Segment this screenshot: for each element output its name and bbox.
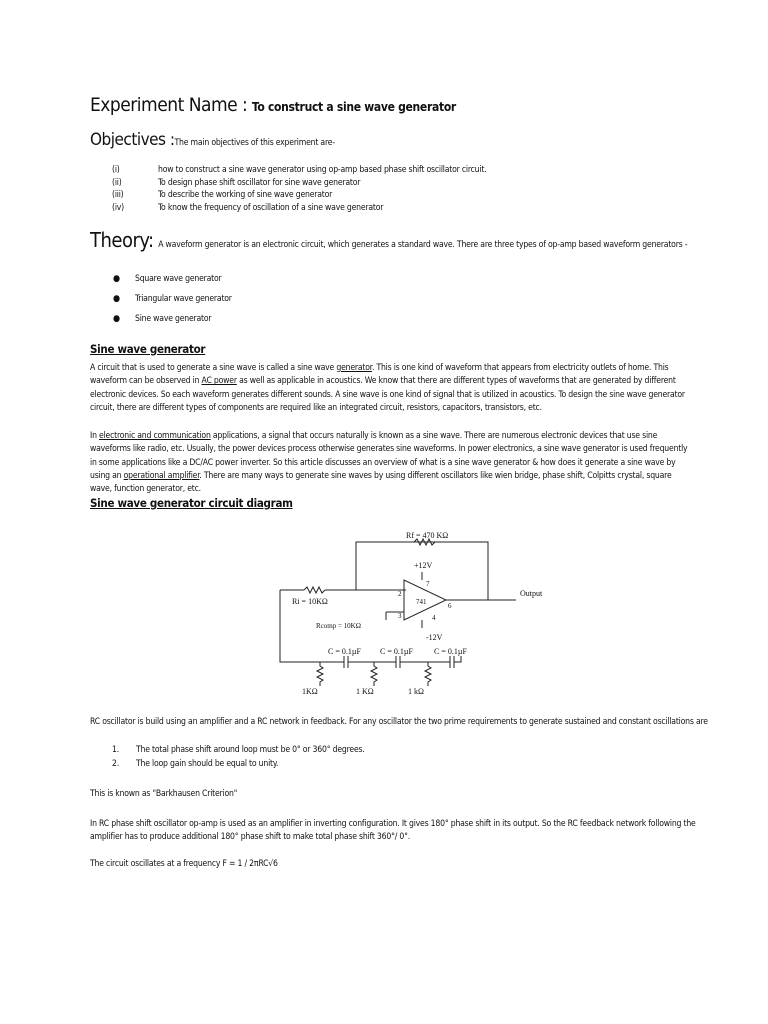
- ri-label: Ri = 10KΩ: [292, 597, 328, 606]
- list-item: (iii) To describe the working of sine wave generator: [112, 190, 333, 200]
- barkhausen-text: This is known as "Barkhausen Criterion": [90, 789, 238, 799]
- rc-phase-paragraph: In RC phase shift oscillator op-amp is used as an amplifier in inverting configuration. It gives 180° phase shift in its output. So the RC feedback network following the amplifier has to produce additional 180° phase shift to make total phase shift 360°/ 0°.: [90, 819, 696, 843]
- frequency-formula: The circuit oscillates at a frequency F = 1 / 2πRC√6: [90, 859, 278, 869]
- experiment-label: Experiment Name :: [90, 94, 248, 116]
- vplus-label: +12V: [414, 561, 433, 570]
- sine-section-heading: Sine wave generator: [90, 342, 206, 356]
- list-item: ● Square wave generator: [113, 270, 232, 290]
- circuit-diagram: [286, 528, 543, 698]
- opamp-label: 741: [416, 598, 427, 606]
- objectives-intro: The main objectives of this experiment are-: [174, 138, 335, 148]
- bullet-icon: ●: [113, 314, 120, 325]
- r1-label: 1KΩ: [302, 687, 318, 696]
- cap1-label: C = 0.1µF: [328, 647, 361, 656]
- rcomp-label: Rcomp = 10KΩ: [316, 622, 361, 630]
- experiment-title: To construct a sine wave generator: [251, 100, 456, 114]
- vminus-label: -12V: [426, 633, 443, 642]
- rc-requirements-list: [112, 744, 365, 771]
- circuit-section-heading: Sine wave generator circuit diagram: [90, 496, 293, 510]
- electronic-communication-link[interactable]: electronic and communication: [99, 431, 211, 441]
- experiment-title-line: [90, 94, 456, 116]
- pin2-label: 2: [398, 590, 402, 598]
- objectives-list: [112, 164, 486, 214]
- bullet-icon: ●: [113, 294, 120, 305]
- list-item: (i) how to construct a sine wave generator using op-amp based phase shift oscillator circuit.: [112, 165, 487, 175]
- theory-intro: A waveform generator is an electronic circuit, which generates a standard wave. There are three types of op-amp based waveform generators -: [158, 240, 688, 250]
- rf-label: Rf = 470 KΩ: [406, 531, 449, 540]
- generator-link[interactable]: generator: [336, 363, 372, 373]
- pin3-label: 3: [398, 612, 402, 620]
- list-item: ● Sine wave generator: [113, 310, 232, 330]
- pin6-label: 6: [448, 602, 452, 610]
- sine-paragraph-1: A circuit that is used to generate a sine wave is called a sine wave generator. This is one kind of waveform that appears from electricity outlets of home. This waveform can be observed in AC power as well as applicable in acoustics. We know that there are different types of waveforms that are generated by different electronic devices. So each waveform generates different sounds. A sine wave is one kind of signal that is utilized in acoustics. To design the sine wave generator circuit, there are different types of components are required like an integrated circuit, resistors, capacitors, transistors, etc.: [90, 363, 685, 413]
- pin7-label: 7: [426, 580, 430, 588]
- rc-intro: RC oscillator is build using an amplifier and a RC network in feedback. For any oscillator the two prime requirements to generate sustained and constant oscillations are: [90, 717, 708, 727]
- list-item: (iv) To know the frequency of oscillation of a sine wave generator: [112, 202, 384, 213]
- cap3-label: C = 0.1µF: [434, 647, 467, 656]
- output-label: Output: [520, 589, 543, 598]
- ac-power-link[interactable]: AC power: [201, 376, 237, 387]
- r2-label: 1 KΩ: [356, 687, 374, 696]
- operational-amplifier-link[interactable]: operational amplifier: [123, 470, 200, 481]
- pin4-label: 4: [432, 614, 436, 622]
- objectives-label: Objectives :: [90, 130, 175, 150]
- list-item: 2. The loop gain should be equal to unity.: [112, 758, 279, 769]
- objectives-line: [90, 130, 335, 150]
- list-item: ● Triangular wave generator: [113, 290, 232, 310]
- theory-bullets: [113, 270, 232, 330]
- theory-label: Theory:: [90, 228, 154, 252]
- cap2-label: C = 0.1µF: [380, 647, 413, 656]
- r3-label: 1 kΩ: [408, 687, 424, 696]
- bullet-icon: ●: [113, 274, 120, 285]
- list-item: (ii) To design phase shift oscillator for sine wave generator: [112, 177, 361, 188]
- sine-paragraph-2: In electronic and communication applications, a signal that occurs naturally is known as a sine wave. There are numerous electronic devices that use sine waveforms like radio, etc. Usually, the power devices process otherwise generates sine waveforms. In power electronics, a sine wave generator is used frequently in some applications like a DC/AC power inverter. So this article discusses an overview of what is a sine wave generator & how does it generate a sine wave by using an operational amplifier. There are many ways to generate sine waves by using different oscillators like wien bridge, phase shift, Colpitts crystal, square wave, function generator, etc.: [90, 431, 688, 495]
- list-item: 1. The total phase shift around loop must be 0° or 360° degrees.: [112, 745, 365, 755]
- theory-line: [90, 228, 687, 252]
